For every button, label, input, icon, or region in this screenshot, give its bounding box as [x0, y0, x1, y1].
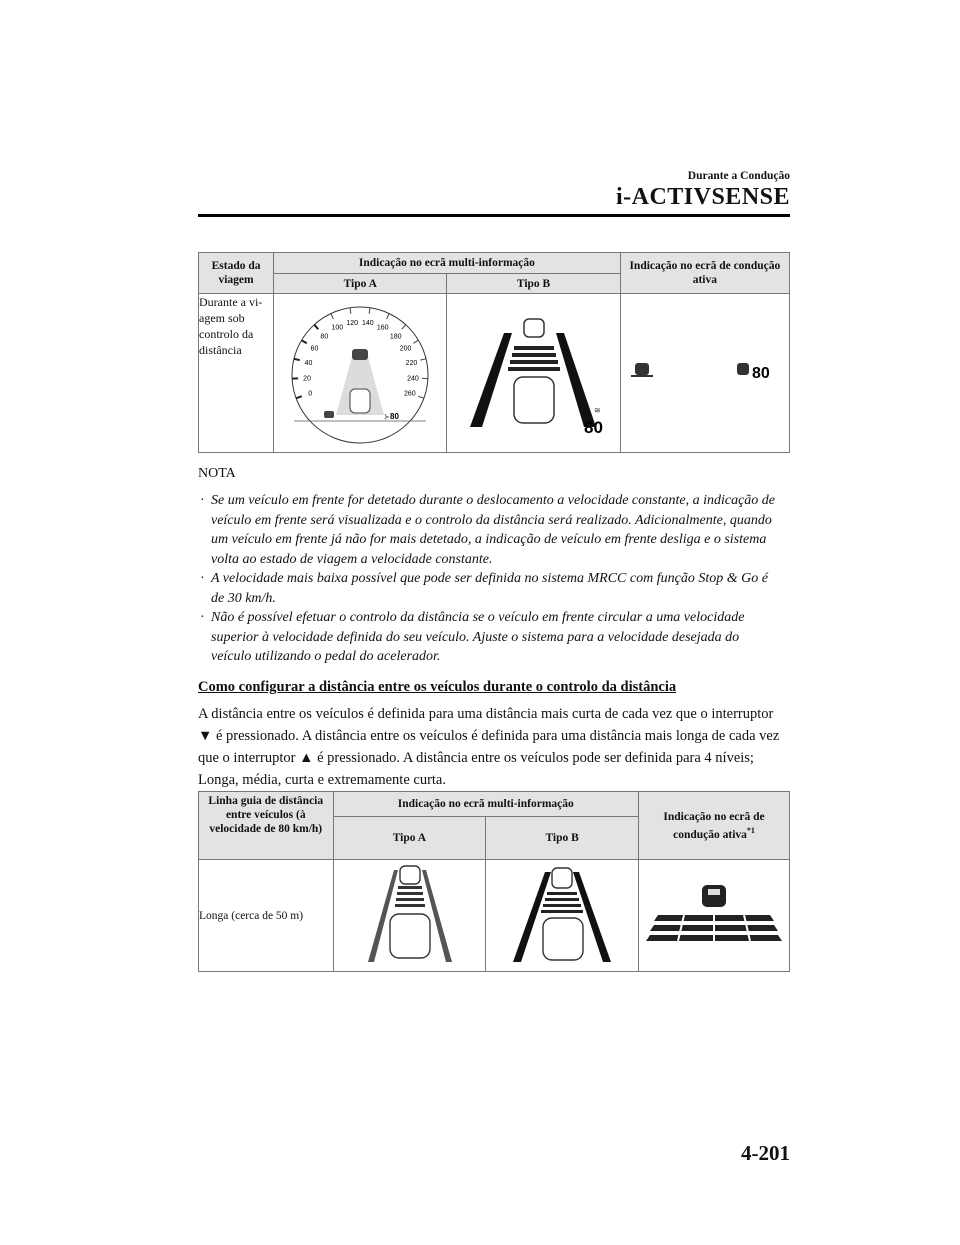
speedo-label: 260 [404, 390, 416, 398]
up-arrow-icon: ▲ [299, 750, 314, 766]
speedo-label: 20 [303, 375, 312, 383]
bullet-icon: · [200, 610, 205, 625]
note-item [200, 569, 781, 608]
note-item [200, 491, 781, 569]
speedo-tick [294, 359, 300, 360]
speedo-tick [387, 314, 390, 319]
speedo-label: 120 [346, 320, 359, 328]
speedo-tick [331, 314, 334, 319]
col-header-active-text: Indicação no ecrã de condução ativa [663, 810, 765, 841]
active-long-image [644, 879, 784, 949]
type-a-distance-long [333, 860, 486, 972]
type-a-long-image [354, 862, 464, 966]
lead-car-icon [552, 868, 572, 888]
speedo-tick [402, 325, 406, 329]
speedo-tick [296, 396, 302, 398]
type-b-distance-long [486, 860, 639, 972]
speedometer-image [286, 297, 434, 445]
note-text: Se um veículo em frente for detetado durante o deslocamento a velocidade constante, a indicação de veículo em frente será visualizada e o controlo da distância será realizado. Adicionalmente, quando um veículo em frente já não for mais detetado, a indicação de veículo em frente desliga e o sistema volta ao estado de viagem a velocidade constante. [211, 493, 775, 567]
page-number: 4-201 [741, 1141, 790, 1165]
speedo-label: 240 [407, 375, 420, 383]
set-speed-type-b: 80 [583, 418, 603, 437]
speedo-label: 180 [390, 333, 402, 341]
own-car-icon [514, 377, 554, 423]
col-header-type-a: Tipo A [333, 817, 486, 860]
col-header-active-display: Indicação no ecrã de condução ativa [620, 253, 789, 294]
type-b-long-image [507, 862, 617, 966]
distance-icon: ≋ [593, 406, 601, 415]
col-header-state: Estado da viagem [199, 253, 274, 294]
cruise-state-table [198, 252, 790, 453]
speedo-label: 220 [405, 359, 418, 367]
col-header-type-b: Tipo B [486, 817, 639, 860]
speedo-tick [419, 396, 425, 398]
speedo-tick [314, 325, 318, 329]
active-display-distance-long [639, 860, 790, 972]
down-arrow-icon: ▼ [198, 728, 213, 744]
speedo-tick [420, 359, 426, 360]
col-header-type-a: Tipo A [274, 274, 447, 294]
set-speed-type-a: 80 [390, 412, 400, 421]
speedo-tick [302, 340, 307, 343]
para-text: é pressionado. A distância entre os veículos pode ser definida para 4 níveis; Longa, média, curta e extremamente curta. [198, 750, 754, 788]
col-header-multi-info: Indicação no ecrã multi-informação [274, 253, 621, 274]
speedo-tick [414, 340, 419, 343]
type-b-display [447, 294, 620, 453]
speedo-label: 200 [399, 345, 412, 353]
note-title: NOTA [198, 466, 236, 481]
speedo-label: 40 [304, 359, 313, 367]
distance-icon [737, 363, 749, 375]
lead-car-icon [400, 866, 420, 884]
type-b-distance-image [454, 301, 614, 441]
speedo-label: 140 [362, 320, 374, 328]
speedo-label: 80 [320, 333, 329, 341]
speedo-label: 0 [308, 390, 313, 398]
speedo-tick [369, 308, 370, 314]
para-text: é pressionado. A distância entre os veículos é definida para uma distância mais longa de cada vez que o interruptor [198, 728, 780, 766]
speedo-label: 60 [310, 345, 319, 353]
note-text: Não é possível efetuar o controlo da distância se o veículo em frente circular a uma velocidade superior à velocidade definida do seu veículo. Ajuste o sistema para a velocidade desejada do veículo utilizando o pedal do acelerador. [211, 610, 745, 664]
car-ahead-small-icon [324, 411, 334, 418]
own-car-icon [543, 918, 583, 960]
lead-car-icon [702, 885, 726, 907]
note-text: A velocidade mais baixa possível que pode ser definida no sistema MRCC com função Stop & Go é de 30 km/h. [211, 571, 768, 606]
para-text: A distância entre os veículos é definida para uma distância mais curta de cada vez que o interruptor [198, 706, 774, 722]
col-header-multi-info: Indicação no ecrã multi-informação [333, 792, 639, 817]
running-header-title: i-ACTIVSENSE [615, 184, 790, 210]
cruise-icon: ⊱ [384, 414, 391, 421]
footnote-marker: *1 [746, 825, 755, 835]
own-car-icon [390, 914, 430, 958]
set-speed-active: 80 [751, 365, 770, 382]
speedo-tick [350, 308, 351, 314]
row-state-label: Durante a vi-agem sob controlo da distância [199, 294, 274, 453]
col-header-active-display [639, 792, 790, 860]
col-header-guide: Linha guia de distância entre veículos (à velocidade de 80 km/h) [199, 792, 334, 860]
bullet-icon: · [200, 493, 205, 508]
active-driving-display [620, 294, 789, 453]
header-rule [198, 214, 790, 217]
type-a-speedometer [274, 294, 447, 453]
lead-car-icon [524, 319, 544, 337]
speedo-label: 100 [331, 324, 344, 332]
lead-car-icon [635, 363, 649, 375]
note-item [200, 608, 781, 667]
active-display-image [621, 351, 789, 391]
bullet-icon: · [200, 571, 205, 586]
col-header-type-b: Tipo B [447, 274, 620, 294]
section-paragraph [198, 703, 790, 791]
section-title: Como configurar a distância entre os veículos durante o controlo da distância [198, 679, 677, 695]
speedo-label: 160 [377, 324, 389, 332]
lead-car-icon [352, 349, 368, 360]
running-header-section: Durante a Condução [687, 170, 790, 182]
own-car-icon [350, 389, 370, 413]
distance-setting-table [198, 791, 790, 972]
note-list [200, 491, 781, 667]
row-guide-label: Longa (cerca de 50 m) [199, 860, 334, 972]
